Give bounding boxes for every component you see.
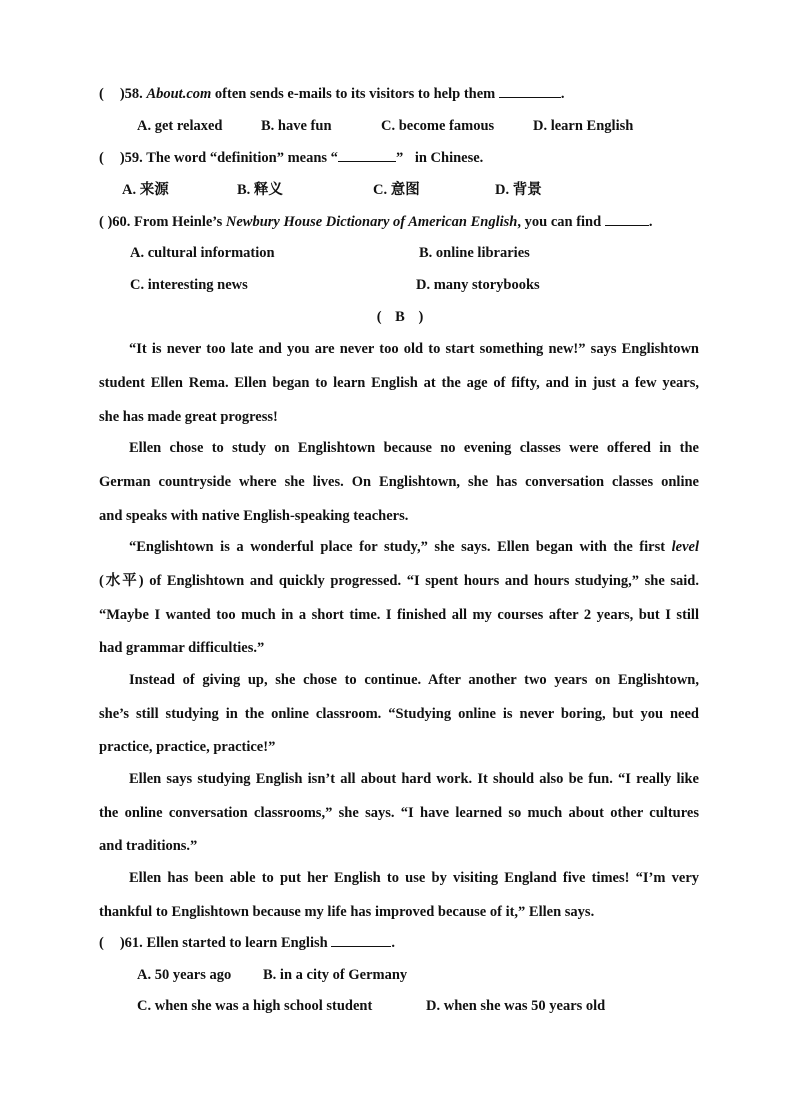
passage-line: she’s still studying in the online classroom. “Studying online is never boring, but you need — [99, 706, 699, 722]
question-number: ( )60. — [99, 214, 131, 230]
option-58b: B. have fun — [261, 118, 332, 134]
passage-line: student Ellen Rema. Ellen began to learn English at the age of fifty, and in just a few years, — [99, 375, 699, 391]
passage-line: Instead of giving up, she chose to continue. After another two years on Englishtown, — [129, 672, 699, 688]
passage-line: “It is never too late and you are never too old to start something new!” says Englishtown — [129, 341, 699, 357]
answer-paren: ( — [99, 935, 104, 951]
glossed-word: level — [671, 539, 700, 555]
question-stem-end: , you can find — [517, 214, 602, 230]
passage-line: and traditions.” — [99, 838, 198, 854]
answer-blank — [338, 148, 396, 162]
answer-paren: ( — [99, 86, 104, 102]
option-60a: A. cultural information — [130, 245, 275, 261]
passage-line: she has made great progress! — [99, 409, 278, 425]
question-end: . — [648, 214, 653, 230]
answer-blank — [499, 84, 561, 98]
answer-blank — [331, 933, 391, 947]
answer-blank — [605, 212, 649, 226]
close-quote: ” — [395, 150, 404, 166]
option-58c: C. become famous — [381, 118, 495, 134]
passage-line: Ellen has been able to put her English to use by visiting England five times! “I’m very — [129, 870, 699, 886]
passage-line: the online conversation classrooms,” she says. “I have learned so much about other cultures — [99, 805, 699, 821]
option-61b: B. in a city of Germany — [263, 967, 408, 983]
answer-paren: ( — [99, 150, 104, 166]
passage-line — [129, 537, 699, 557]
passage-line: and speaks with native English-speaking teachers. — [99, 508, 409, 524]
option-61c: C. when she was a high school student — [137, 998, 373, 1014]
question-end: . — [560, 86, 565, 102]
passage-text: “Englishtown is a wonderful place for study,” she says. Ellen began with the first — [129, 539, 666, 555]
question-stem: often sends e-mails to its visitors to help them — [214, 86, 496, 102]
question-stem-end: in Chinese. — [414, 150, 484, 166]
option-61d: D. when she was 50 years old — [426, 998, 606, 1014]
section-b-heading: ( B ) — [376, 309, 424, 325]
passage-line: German countryside where she lives. On Englishtown, she has conversation classes online — [99, 474, 699, 490]
passage-line: thankful to Englishtown because my life has improved because of it,” Ellen says. — [99, 904, 595, 920]
question-58 — [99, 84, 565, 104]
question-number: )58. — [119, 86, 143, 102]
passage-line: had grammar difficulties.” — [99, 640, 265, 656]
question-stem: From Heinle’s — [134, 214, 223, 230]
option-58a: A. get relaxed — [137, 118, 223, 134]
option-59c: C. 意图 — [373, 182, 420, 198]
passage-line: Ellen chose to study on Englishtown because no evening classes were offered in the — [129, 440, 699, 456]
passage-line: practice, practice, practice!” — [99, 739, 276, 755]
passage-line: (水平) of Englishtown and quickly progressed. “I spent hours and hours studying,” she said. — [99, 573, 699, 589]
passage-line: Ellen says studying English isn’t all about hard work. It should also be fun. “I really like — [129, 771, 699, 787]
question-stem: Ellen started to learn English — [146, 935, 328, 951]
book-title: Newbury House Dictionary of American English — [225, 214, 518, 230]
question-number: )59. — [119, 150, 143, 166]
option-59d: D. 背景 — [495, 182, 542, 198]
site-name: About.com — [146, 86, 212, 102]
option-60b: B. online libraries — [419, 245, 530, 261]
option-58d: D. learn English — [533, 118, 634, 134]
question-61 — [99, 933, 395, 953]
option-59b: B. 释义 — [237, 182, 283, 198]
option-59a: A. 来源 — [122, 182, 169, 198]
question-59 — [99, 148, 483, 168]
option-61a: A. 50 years ago — [137, 967, 232, 983]
option-60d: D. many storybooks — [416, 277, 540, 293]
passage-line: “Maybe I wanted too much in a short time. I finished all my courses after 2 years, but I still — [99, 607, 699, 623]
option-60c: C. interesting news — [130, 277, 248, 293]
question-number: )61. — [119, 935, 143, 951]
question-end: . — [391, 935, 395, 951]
question-60 — [99, 212, 652, 232]
question-stem: The word “definition” means “ — [146, 150, 338, 166]
